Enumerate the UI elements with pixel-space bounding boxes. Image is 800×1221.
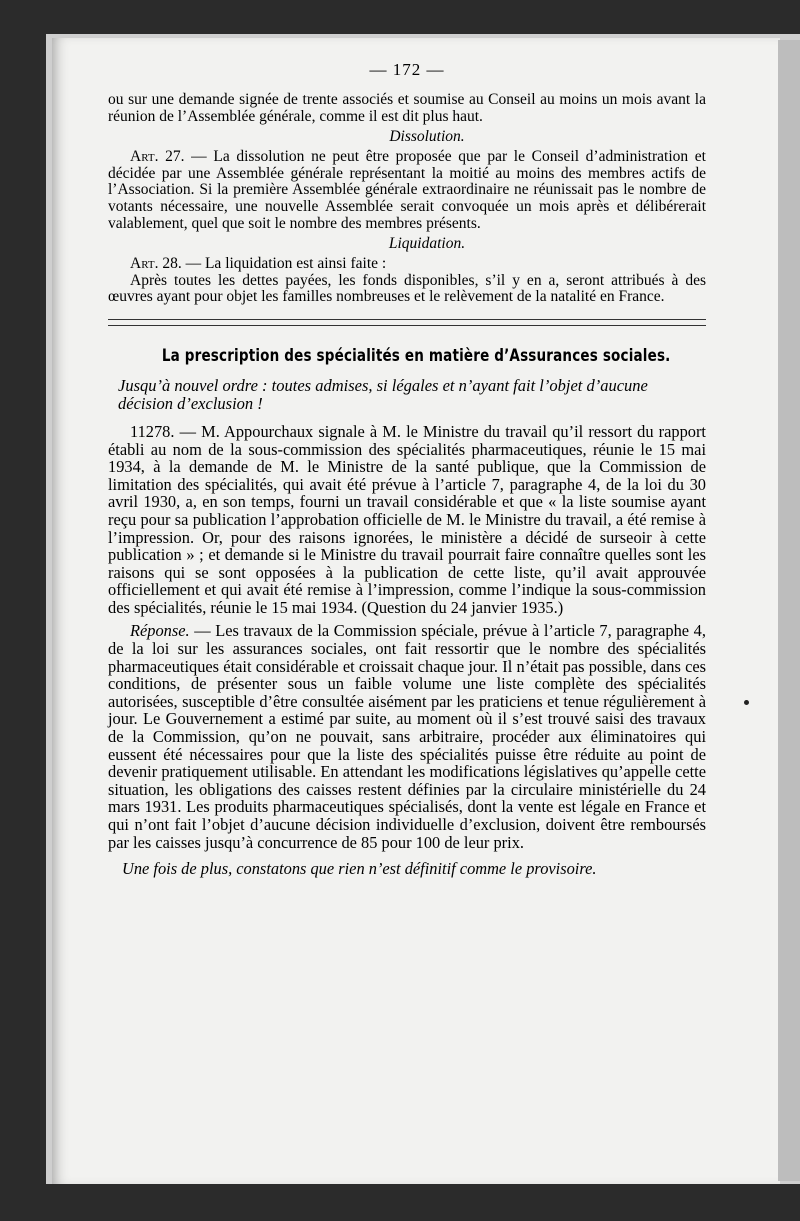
article-27-text: La dissolution ne peut être proposée que par le Conseil d’administration et décidée par une Assemblée générale représentant la moitié au moins des membres actifs de l’Association. Si la première Assemblée générale extraordinaire ne réunissait pas le nombre de votants nécessaire, une nouvelle Assemblée serait convoquée un mois après et délibérerait valablement, quel que soit le nombre des membres présents. [108,148,706,232]
article-27-label: Art. 27. — [130,148,207,166]
page-content [108,60,706,879]
article-28-text: La liquidation est ainsi faite : [204,255,387,273]
dissolution-title: Dissolution. [389,128,465,146]
margin-dot-mark [744,700,749,705]
closing-remark: Une fois de plus, constatons que rien n’est définitif comme le provisoire. [122,859,597,879]
question-paragraph [108,423,706,617]
double-rule-divider [108,319,706,326]
response-text: — Les travaux de la Commission spéciale, prévue à l’article 7, paragraphe 4, de la loi sur les assurances sociales, ont fait ressortir que le nombre des spécialités pharmaceutiques était considérable et croissait chaque jour. Il n’était pas possible, dans ces conditions, de présenter sous un faible volume une liste complète des spécialités autorisées, susceptible d’être consultée aisément par les praticiens et tenue régulièrement à jour. Le Gouvernement a estimé par suite, au moment où il s’est trouvé saisi des travaux de la Commission, qu’on ne pouvait, sans arbitraire, procéder aux éliminatoires qui eussent été nécessaires pour que la liste des spécialités puisse être réduite au point de devenir pratiquement utilisable. En attendant les modifications législatives qu’appelle cette situation, les obligations des caisses restent définies par la circulaire ministérielle du 24 mars 1931. Les produits pharmaceutiques spécialisés, dont la vente est légale en France et qui n’ont fait l’objet d’aucune décision individuelle d’exclusion, doivent être remboursés par les caisses jusqu’à concurrence de 85 pour 100 de leur prix. [108,621,706,852]
top-paragraph: ou sur une demande signée de trente associés et soumise au Conseil au moins un mois avant la réunion de l’Assemblée générale, comme il est dit plus haut. [108,91,706,125]
article-subheading: Jusqu’à nouvel ordre : toutes admises, si légales et n’ayant fait l’objet d’aucune décision d’exclusion ! [118,375,648,413]
next-page-edge [778,40,800,1181]
divider-line [108,325,706,326]
liquidation-title: Liquidation. [388,235,466,253]
article-28 [108,256,706,273]
article-27 [108,149,706,232]
divider-line [108,319,706,320]
page-number: — 172 — [369,60,445,79]
response-label: Réponse. [130,621,190,641]
question-number: 11278. — [130,421,196,441]
article-28-label: Art. 28. — [130,255,202,273]
question-text: M. Appourchaux signale à M. le Ministre du travail qu’il ressort du rapport établi au nom de la sous-commission des spécialités pharmaceutiques, réunie le 15 mai 1934, à la demande de M. le Ministre de la santé publique, que la Commission de limitation des spécialités, qui avait été prévue à l’article 7, paragraphe 4, de la loi du 30 avril 1930, a, en son temps, fourni un travail considérable et que « la liste soumise ayant reçu pour sa publication l’approbation officielle de M. le Ministre du travail, a été remise à l’impression. Or, pour des raisons ignorées, le ministère a décidé de surseoir à cette publication » ; et demande si le Ministre du travail pourrait faire connaître quelles sont les raisons qui se sont opposées à la publication de cette liste, qu’il avait approuvée officiellement et qui avait été remise à l’impression, comme l’indique la sous-commission des spécialités, réunie le 15 mai 1934. (Question du 24 janvier 1935.) [108,421,706,617]
response-paragraph [108,622,706,851]
article-heading: La prescription des spécialités en matière d’Assurances sociales. [161,345,671,365]
liquidation-paragraph: Après toutes les dettes payées, les fonds disponibles, s’il y en a, seront attribués à des œuvres ayant pour objet les familles nombreuses et le relèvement de la natalité en France. [108,271,706,306]
